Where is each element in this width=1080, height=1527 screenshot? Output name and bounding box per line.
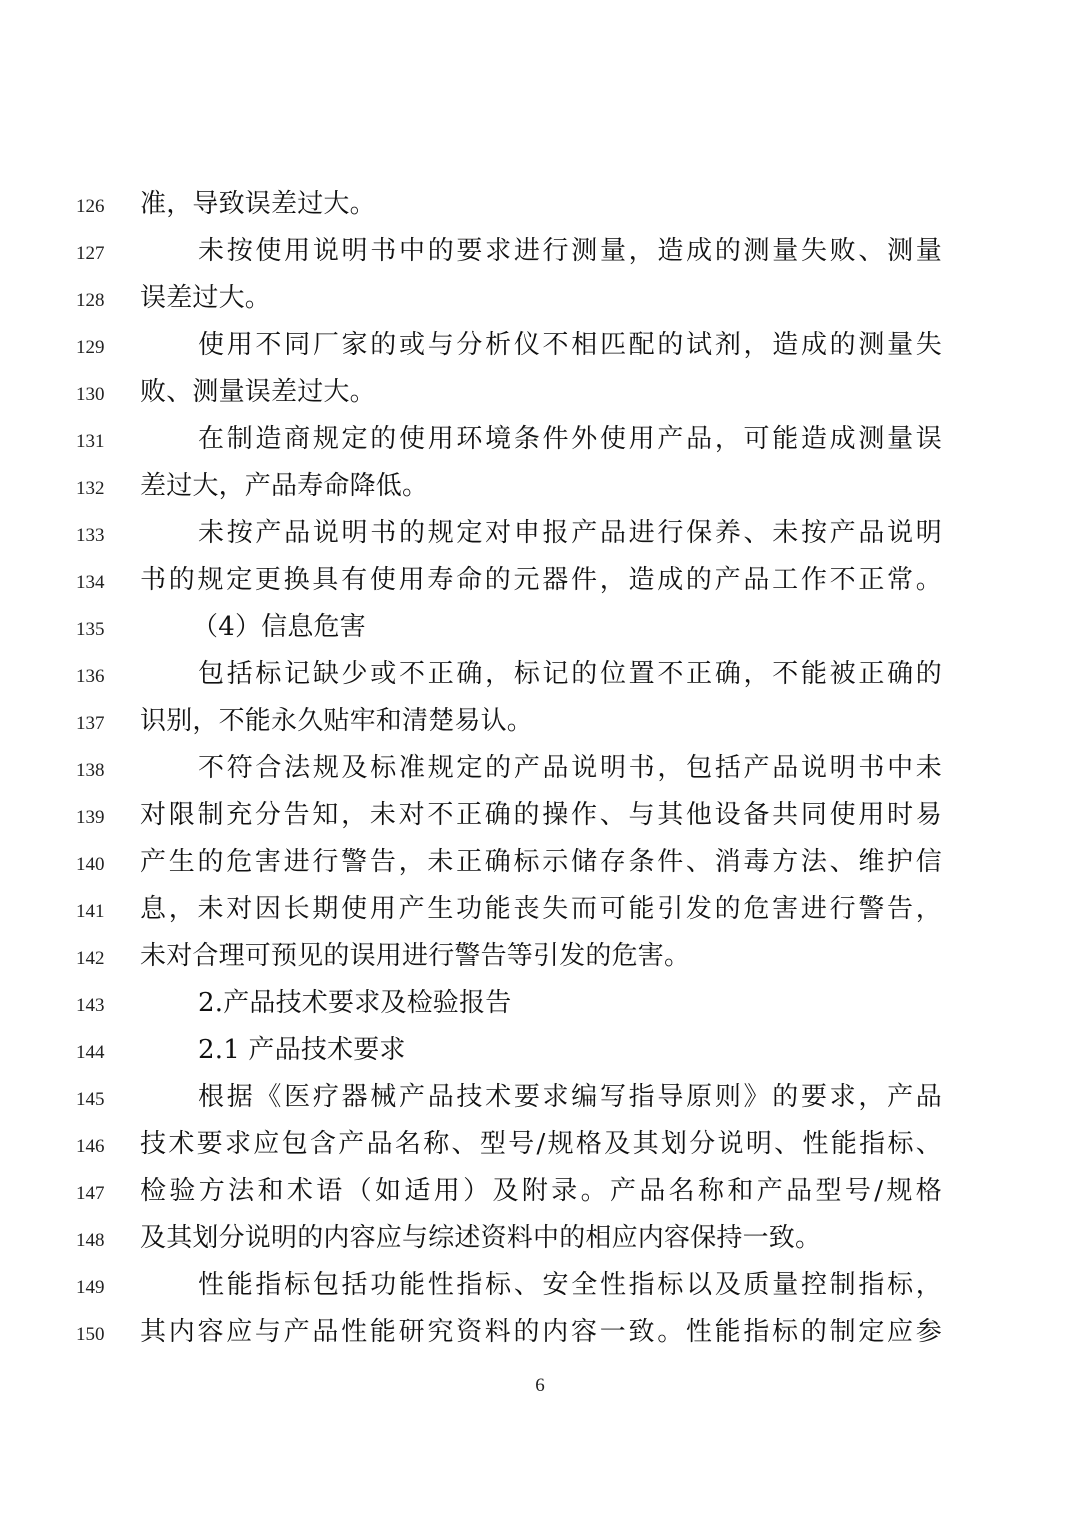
line-text: 准，导致误差过大。: [140, 189, 376, 219]
page-number: 6: [535, 1375, 545, 1396]
line-text: 性能指标包括功能性指标、安全性指标以及质量控制指标，: [198, 1270, 942, 1300]
line-number: 147: [76, 1183, 105, 1204]
line-text: 使用不同厂家的或与分析仪不相匹配的试剂，造成的测量失: [198, 330, 942, 360]
line-text: 息，未对因长期使用产生功能丧失而可能引发的危害进行警告，: [140, 894, 942, 924]
line-number: 137: [76, 713, 105, 734]
text-line: [0, 1121, 1080, 1168]
text-line: [0, 1262, 1080, 1309]
line-number: 146: [76, 1136, 105, 1157]
section-heading: 2.产品技术要求及检验报告: [198, 988, 512, 1018]
text-line: [0, 1027, 1080, 1074]
line-text: 产生的危害进行警告，未正确标示储存条件、消毒方法、维护信: [140, 847, 942, 877]
line-number: 148: [76, 1230, 105, 1251]
line-text: 检验方法和术语（如适用）及附录。产品名称和产品型号/规格: [140, 1176, 942, 1206]
text-line: [0, 1309, 1080, 1356]
line-number: 130: [76, 384, 105, 405]
line-number: 133: [76, 525, 105, 546]
text-line: [0, 228, 1080, 275]
line-number: 138: [76, 760, 105, 781]
line-number: 144: [76, 1042, 105, 1063]
line-number: 140: [76, 854, 105, 875]
line-text: 误差过大。: [140, 283, 272, 313]
text-line: [0, 557, 1080, 604]
line-number: 135: [76, 619, 105, 640]
line-number: 139: [76, 807, 105, 828]
line-text: 差过大，产品寿命降低。: [140, 471, 429, 501]
line-number: 136: [76, 666, 105, 687]
section-heading: 2.1 产品技术要求: [198, 1035, 406, 1065]
text-line: [0, 181, 1080, 228]
text-line: [0, 886, 1080, 933]
line-number: 141: [76, 901, 105, 922]
text-line: [0, 1168, 1080, 1215]
line-text: 在制造商规定的使用环境条件外使用产品，可能造成测量误: [198, 424, 942, 454]
line-text: 未按使用说明书中的要求进行测量，造成的测量失败、测量: [198, 236, 942, 266]
text-line: [0, 1074, 1080, 1121]
section-heading: （4）信息危害: [192, 612, 366, 642]
line-number: 149: [76, 1277, 105, 1298]
line-text: 包括标记缺少或不正确，标记的位置不正确，不能被正确的: [198, 659, 942, 689]
line-number: 132: [76, 478, 105, 499]
line-text: 败、测量误差过大。: [140, 377, 376, 407]
line-number: 145: [76, 1089, 105, 1110]
line-number: 150: [76, 1324, 105, 1345]
line-text: 未按产品说明书的规定对申报产品进行保养、未按产品说明: [198, 518, 942, 548]
text-line: [0, 369, 1080, 416]
text-line: [0, 275, 1080, 322]
text-line: [0, 745, 1080, 792]
text-line: [0, 792, 1080, 839]
text-line: [0, 510, 1080, 557]
line-number: 126: [76, 196, 105, 217]
text-line: [0, 463, 1080, 510]
text-line: [0, 839, 1080, 886]
text-line: [0, 604, 1080, 651]
text-line: [0, 1215, 1080, 1262]
line-number: 142: [76, 948, 105, 969]
line-text: 及其划分说明的内容应与综述资料中的相应内容保持一致。: [140, 1223, 822, 1253]
line-text: 不符合法规及标准规定的产品说明书，包括产品说明书中未: [198, 753, 942, 783]
line-text: 技术要求应包含产品名称、型号/规格及其划分说明、性能指标、: [140, 1129, 942, 1159]
text-line: [0, 322, 1080, 369]
line-number: 134: [76, 572, 105, 593]
line-number: 143: [76, 995, 105, 1016]
line-number: 127: [76, 243, 105, 264]
text-line: [0, 651, 1080, 698]
line-text: 未对合理可预见的误用进行警告等引发的危害。: [140, 941, 691, 971]
text-line: [0, 980, 1080, 1027]
line-text: 对限制充分告知，未对不正确的操作、与其他设备共同使用时易: [140, 800, 942, 830]
text-line: [0, 698, 1080, 745]
line-text: 识别，不能永久贴牢和清楚易认。: [140, 706, 534, 736]
line-number: 131: [76, 431, 105, 452]
line-text: 其内容应与产品性能研究资料的内容一致。性能指标的制定应参: [140, 1317, 942, 1347]
line-number: 128: [76, 290, 105, 311]
line-text: 根据《医疗器械产品技术要求编写指导原则》的要求，产品: [198, 1082, 942, 1112]
line-text: 书的规定更换具有使用寿命的元器件，造成的产品工作不正常。: [140, 565, 942, 595]
line-number: 129: [76, 337, 105, 358]
text-line: [0, 933, 1080, 980]
text-line: [0, 416, 1080, 463]
